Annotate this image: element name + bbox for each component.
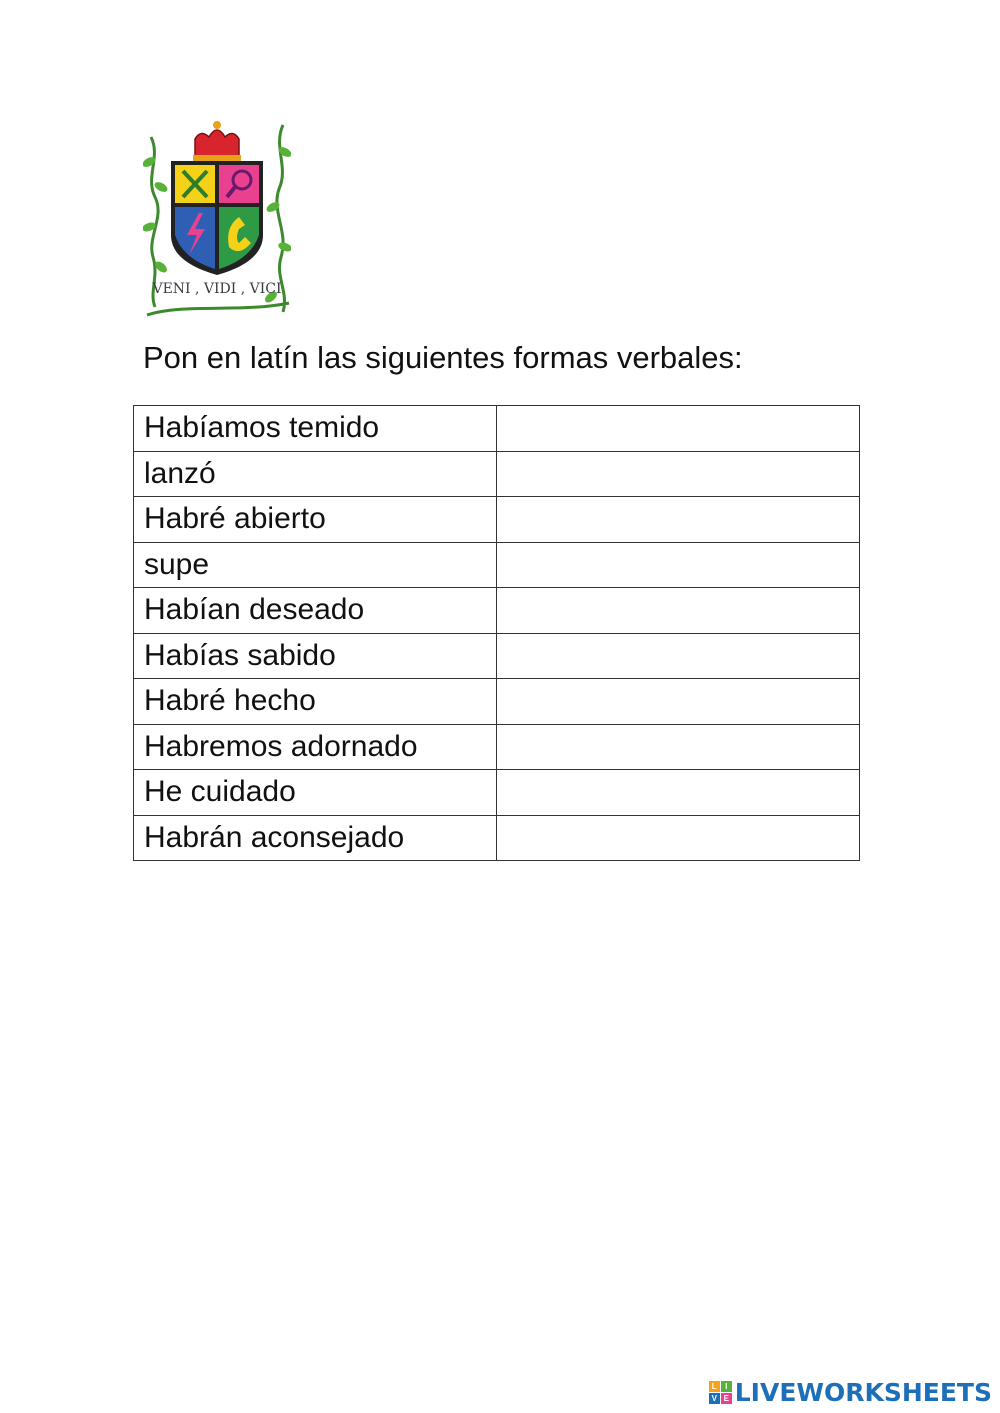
table-row [134, 770, 860, 816]
verb-prompt: Habíamos temido [134, 406, 497, 452]
verb-prompt: Habían deseado [134, 588, 497, 634]
school-crest-logo [143, 117, 291, 317]
answer-input[interactable] [497, 543, 859, 587]
table-row [134, 724, 860, 770]
crest-image [143, 117, 291, 317]
liveworksheets-mark-icon [709, 1381, 732, 1404]
verb-prompt: He cuidado [134, 770, 497, 816]
liveworksheets-brand: LIVEWORKSHEETS [734, 1377, 992, 1407]
table-row [134, 406, 860, 452]
verb-prompt: Habrán aconsejado [134, 815, 497, 861]
answer-input[interactable] [497, 634, 859, 678]
answer-input[interactable] [497, 725, 859, 769]
verb-prompt: Habré hecho [134, 679, 497, 725]
answer-input[interactable] [497, 452, 859, 496]
answer-cell[interactable] [497, 815, 860, 861]
table-row [134, 633, 860, 679]
logo-mark-letter: L [709, 1381, 720, 1392]
answer-input[interactable] [497, 680, 859, 724]
verb-prompt: Habremos adornado [134, 724, 497, 770]
answer-cell[interactable] [497, 770, 860, 816]
verb-prompt: supe [134, 542, 497, 588]
answer-input[interactable] [497, 407, 859, 451]
answer-cell[interactable] [497, 542, 860, 588]
table-row [134, 588, 860, 634]
answer-input[interactable] [497, 771, 859, 815]
logo-mark-letter: E [721, 1393, 732, 1404]
table-row [134, 497, 860, 543]
answer-input[interactable] [497, 589, 859, 633]
logo-mark-letter: V [709, 1393, 720, 1404]
answer-input[interactable] [497, 498, 859, 542]
table-row [134, 542, 860, 588]
answer-cell[interactable] [497, 497, 860, 543]
table-row [134, 451, 860, 497]
logo-mark-letter: I [721, 1381, 732, 1392]
answer-cell[interactable] [497, 679, 860, 725]
answer-cell[interactable] [497, 633, 860, 679]
liveworksheets-logo [709, 1377, 992, 1407]
verb-prompt: Habré abierto [134, 497, 497, 543]
verb-prompt: lanzó [134, 451, 497, 497]
answer-cell[interactable] [497, 724, 860, 770]
answer-cell[interactable] [497, 588, 860, 634]
instruction-text: Pon en latín las siguientes formas verbales: [143, 340, 743, 375]
answer-cell[interactable] [497, 451, 860, 497]
table-row [134, 679, 860, 725]
verb-prompt: Habías sabido [134, 633, 497, 679]
answer-cell[interactable] [497, 406, 860, 452]
crest-motto: VENI , VIDI , VICI [152, 281, 282, 297]
table-row [134, 815, 860, 861]
verb-exercise-table [133, 405, 860, 861]
answer-input[interactable] [497, 816, 859, 860]
